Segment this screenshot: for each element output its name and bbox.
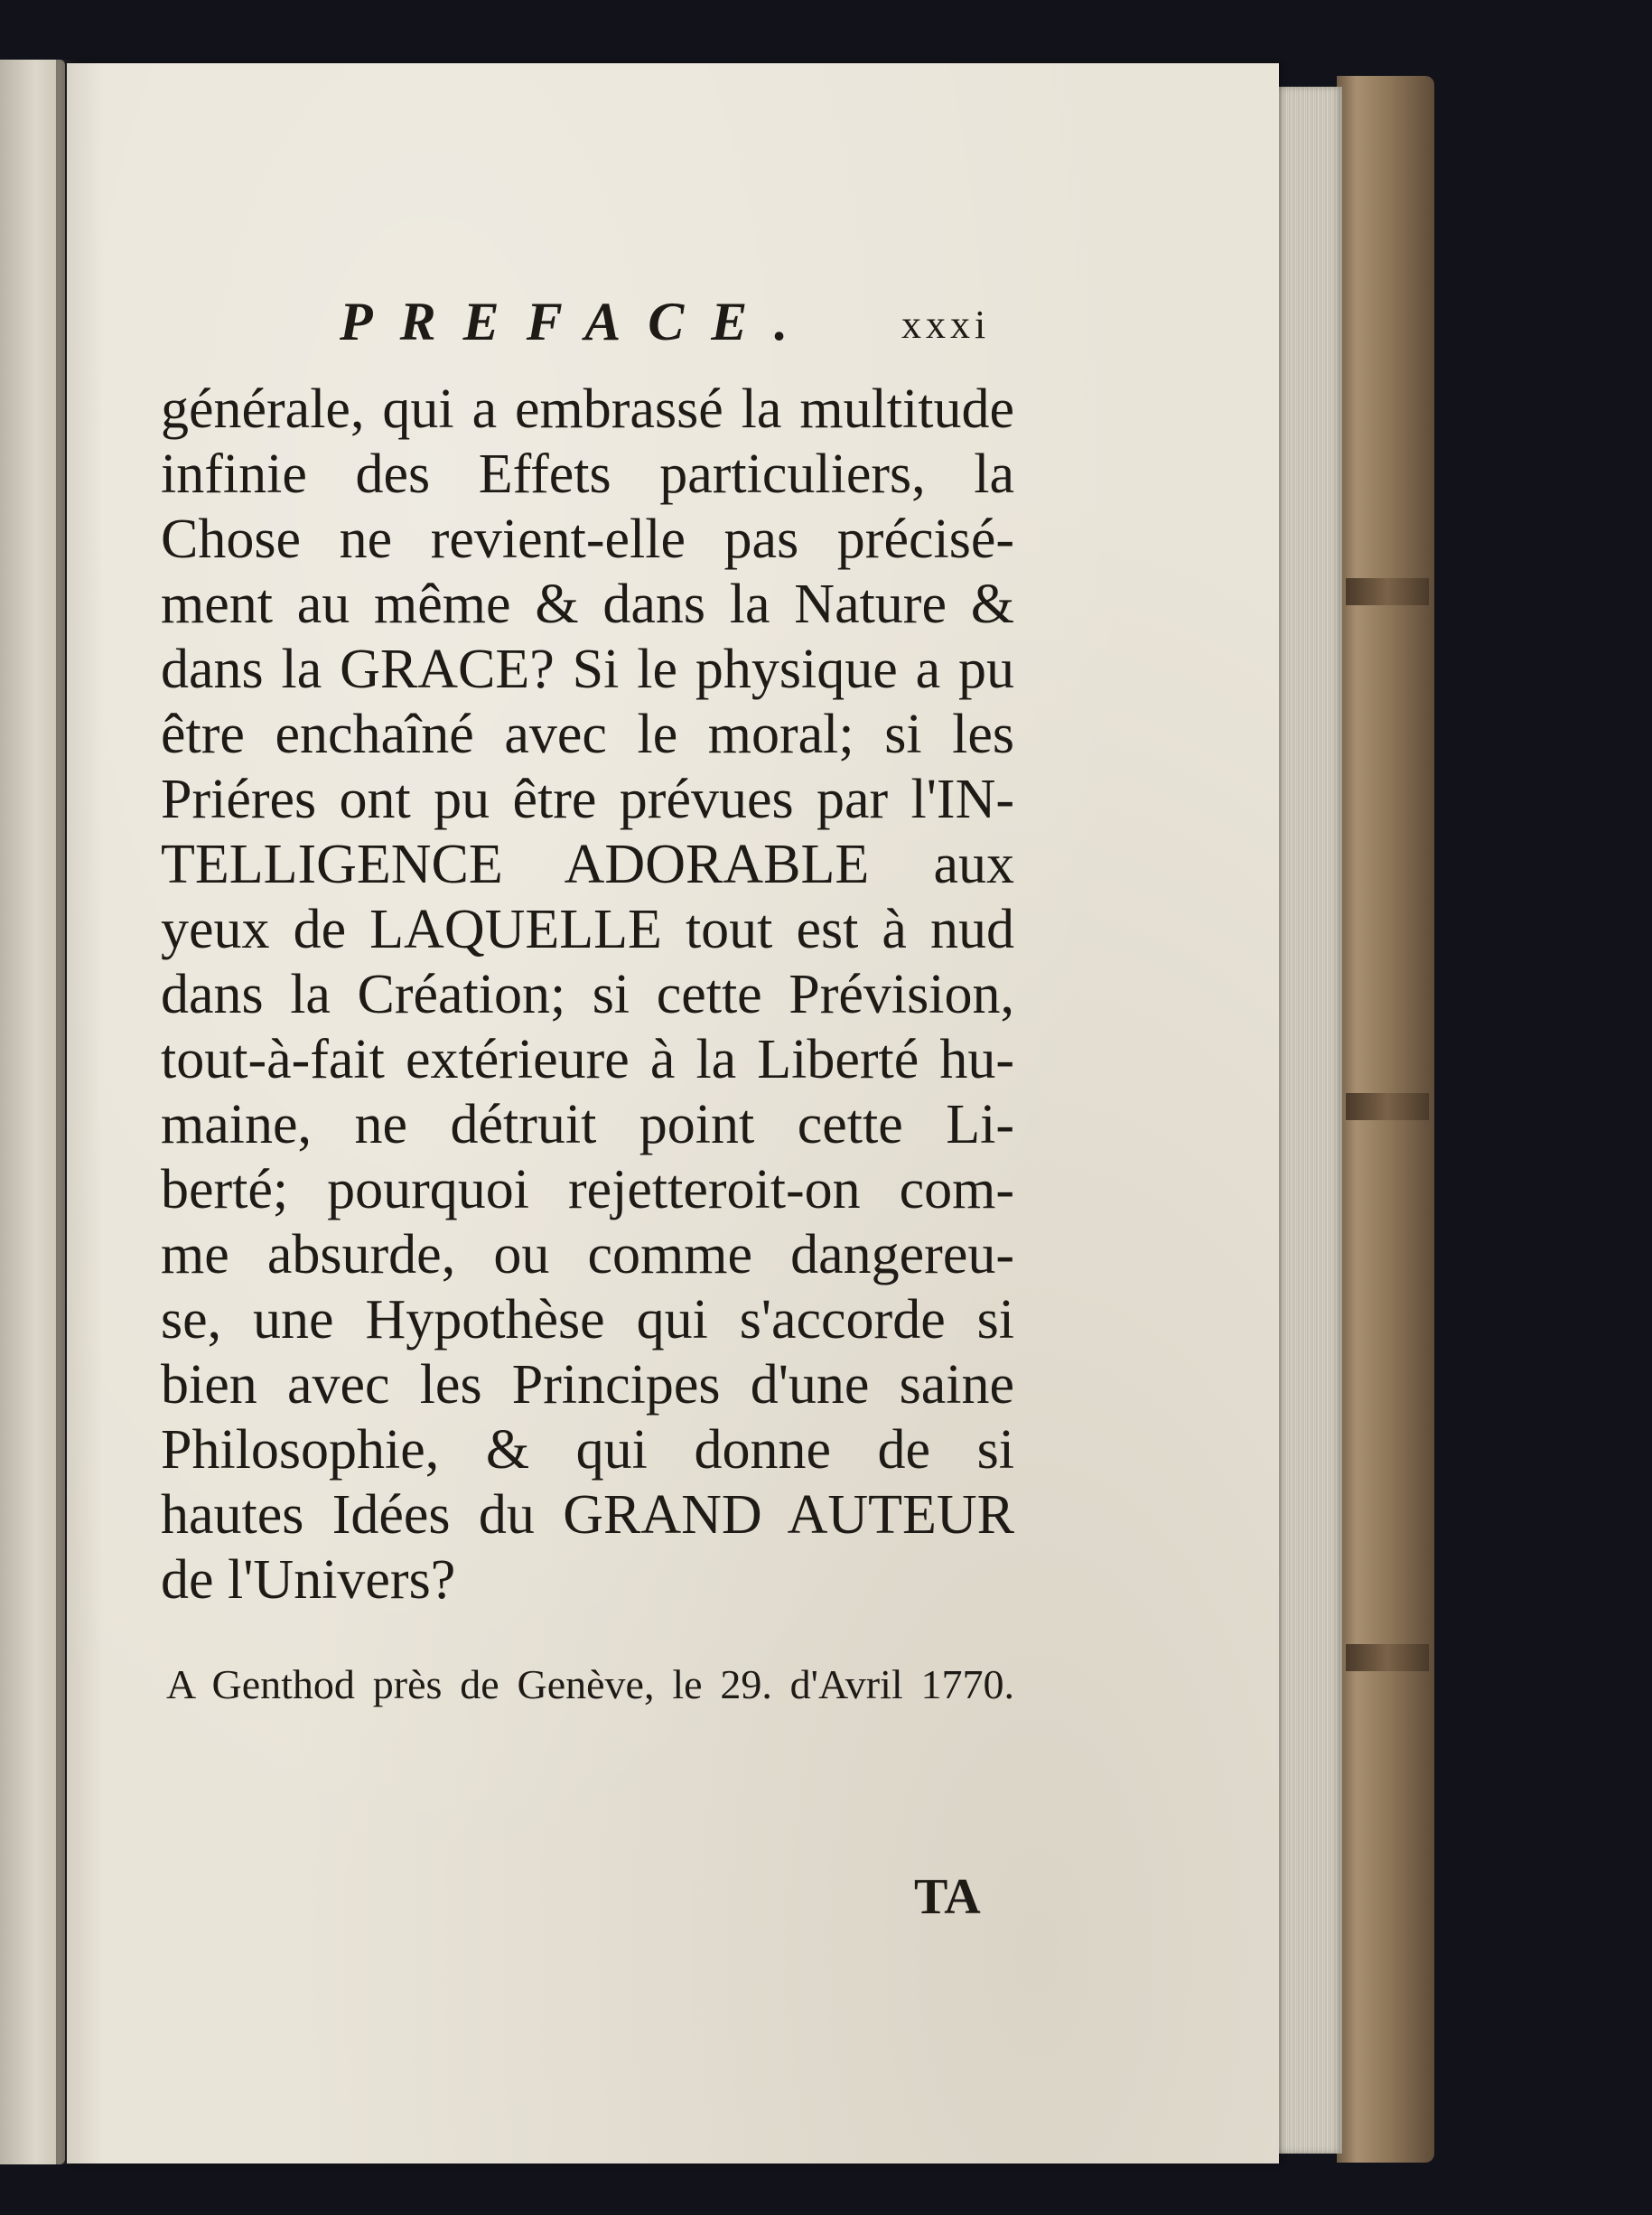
signature-mark: TA [914,1869,981,1925]
text-line: me absurde, ou comme dangereu- [161,1224,1014,1285]
spine-band [1346,578,1429,605]
page-number: xxxi [901,303,991,347]
text-line: TELLIGENCE ADORABLE aux [161,834,1014,895]
text-line: maine, ne détruit point cette Li- [161,1094,1014,1155]
text-line: berté; pourquoi rejetteroit-on com- [161,1159,1014,1220]
text-line: être enchaîné avec le moral; si les [161,704,1014,765]
text-line: dans la GRACE? Si le physique a pu [161,639,1014,700]
text-line: tout-à-fait extérieure à la Liberté hu- [161,1029,1014,1090]
text-line: yeux de LAQUELLE tout est à nud [161,899,1014,960]
dateline: A Genthod près de Genève, le 29. d'Avril 1770. [166,1661,1014,1707]
text-line: Philosophie, & qui donne de si [161,1419,1014,1481]
text-line: dans la Création; si cette Prévision, [161,964,1014,1025]
text-line: générale, qui a embrassé la multitude [161,379,1014,440]
running-head: PREFACE. [340,292,816,351]
text-line: Chose ne revient-elle pas précisé- [161,509,1014,570]
page-block-edges [1279,87,1342,2154]
text-line: hautes Idées du GRAND AUTEUR [161,1484,1014,1546]
text-line: bien avec les Principes d'une saine [161,1354,1014,1416]
spine-band [1346,1644,1429,1671]
text-line: ment au même & dans la Nature & [161,574,1014,635]
spine-band [1346,1093,1429,1120]
text-line: infinie des Effets particuliers, la [161,444,1014,505]
text-line: de l'Univers? [161,1549,456,1611]
text-line: Priéres ont pu être prévues par l'IN- [161,769,1014,830]
text-line: se, une Hypothèse qui s'accorde si [161,1289,1014,1350]
